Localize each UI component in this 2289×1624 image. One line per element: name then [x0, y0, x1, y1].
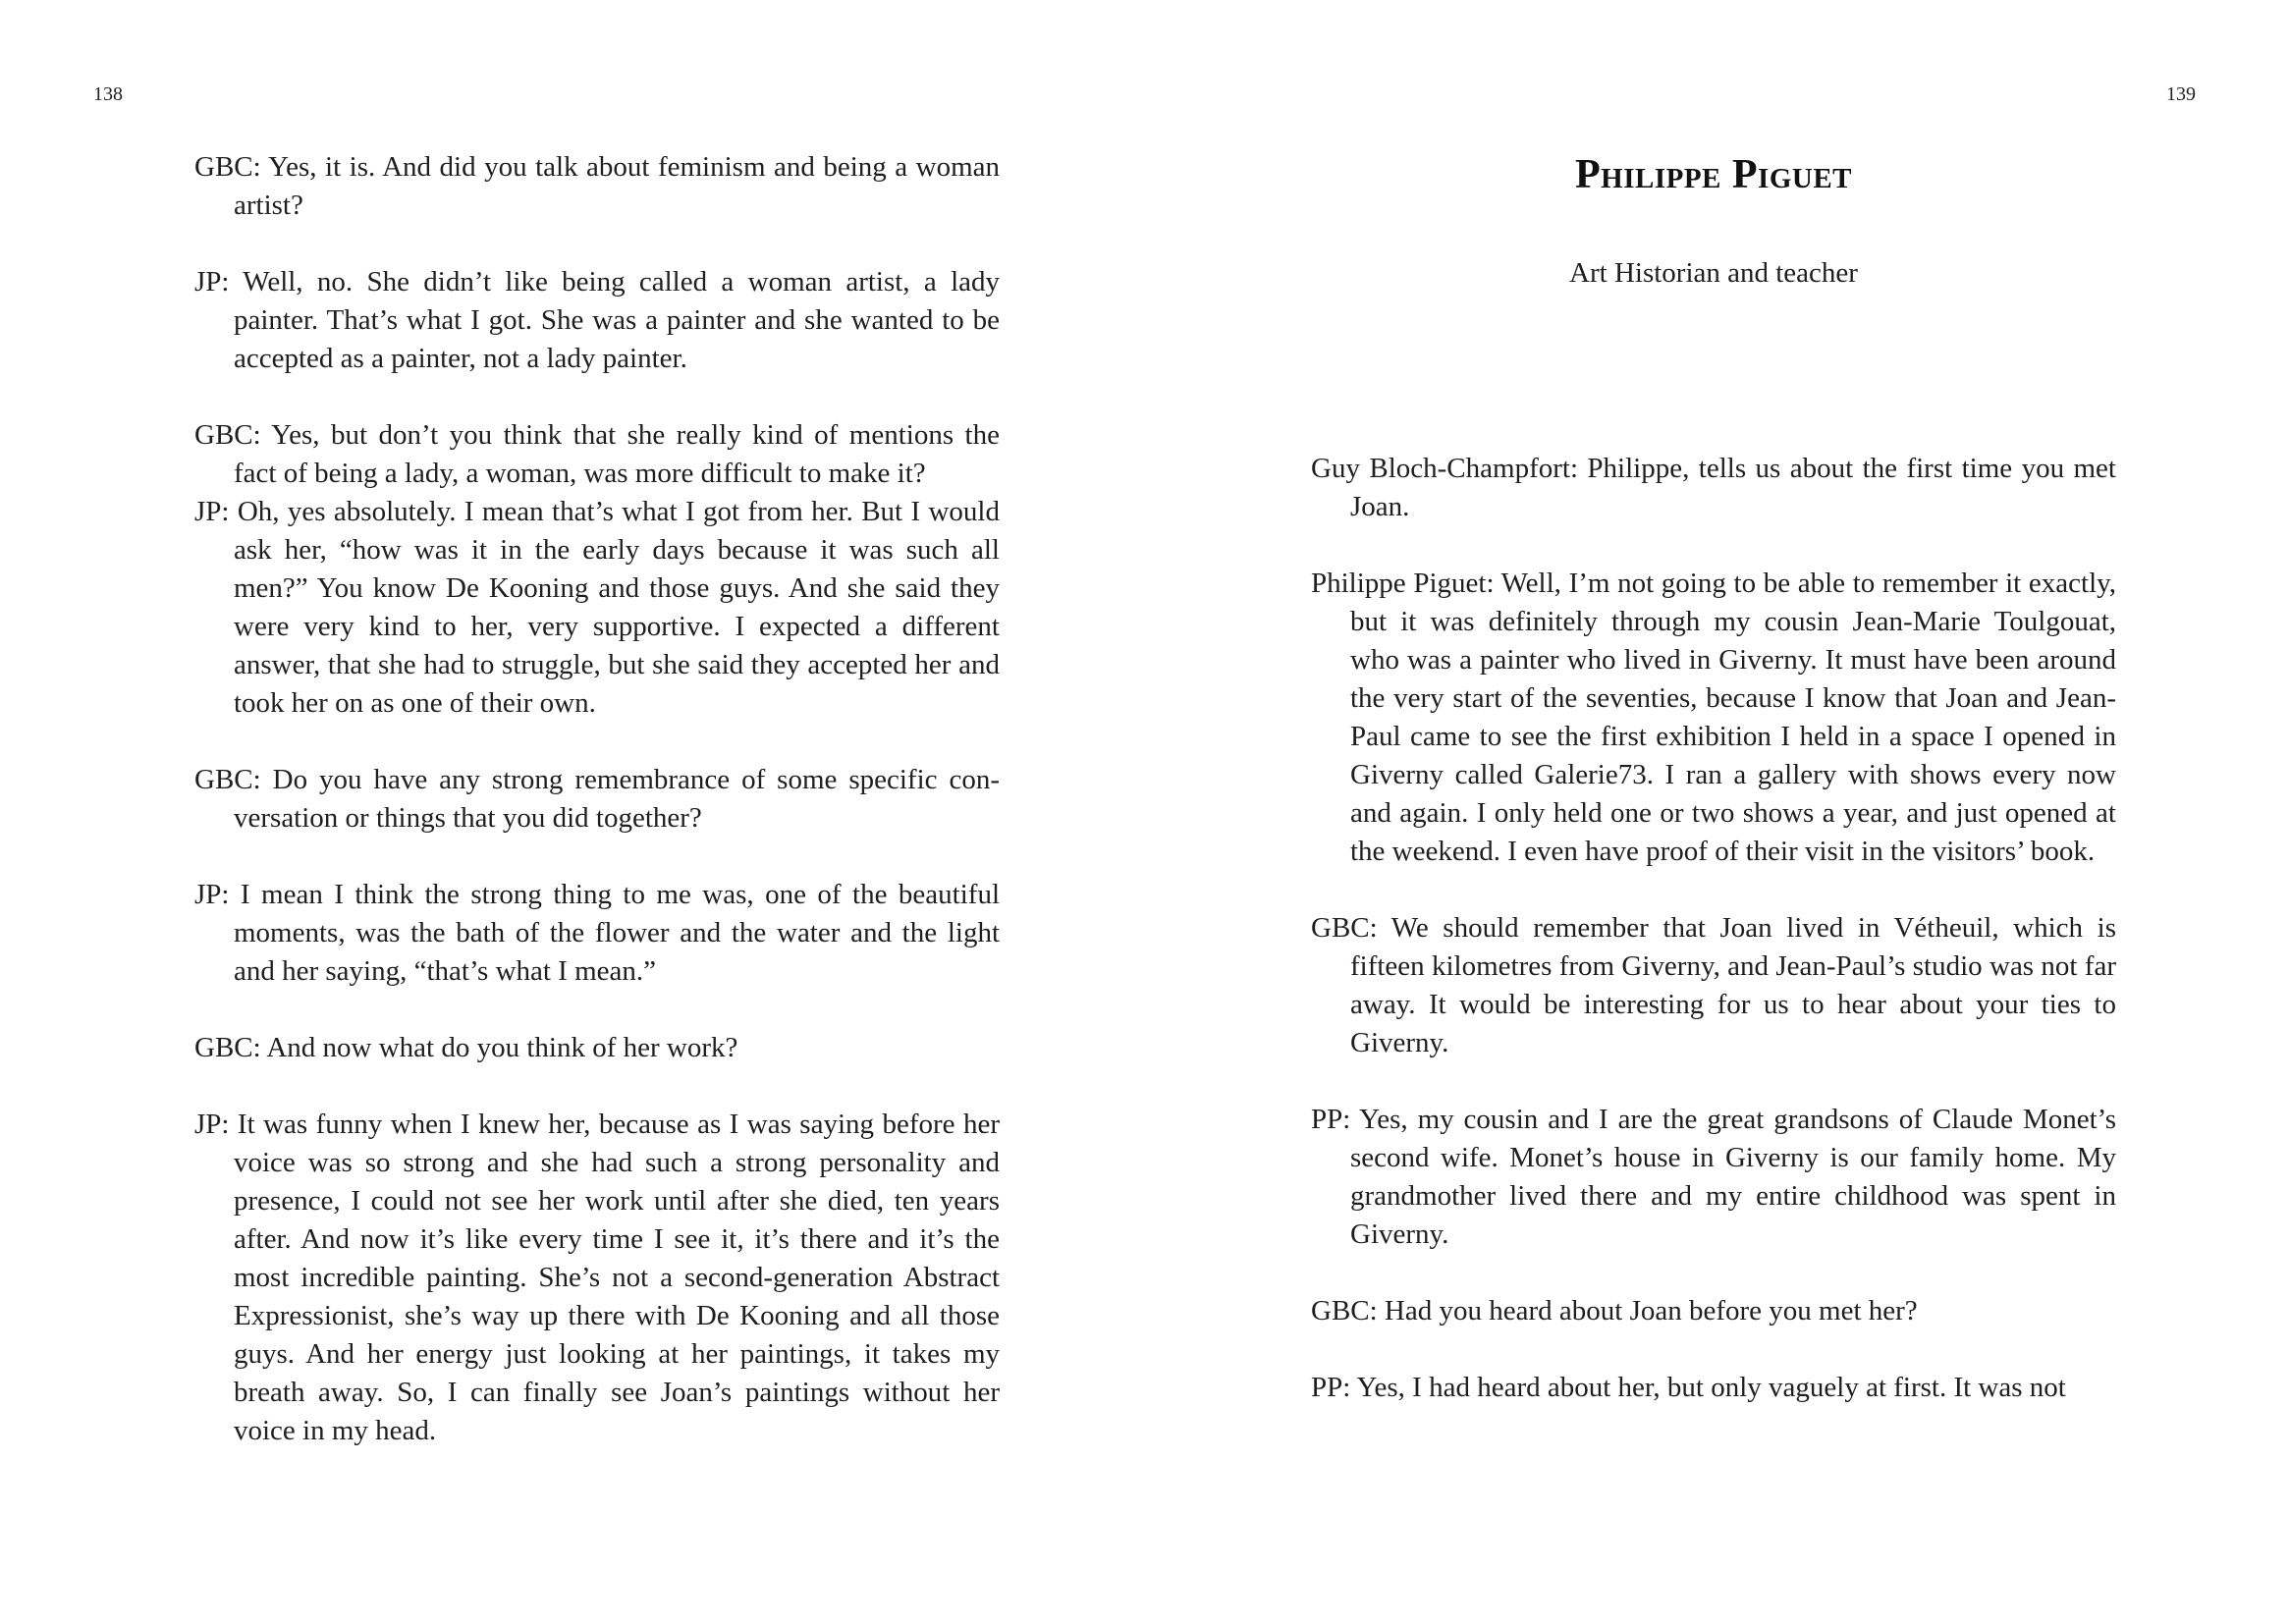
interview-paragraph: GBC: Do you have any strong remembrance of some specific conversation or things that you did together?	[194, 764, 1000, 834]
interview-paragraph: PP: Yes, my cousin and I are the great grandsons of Claude Monet’s second wife. Monet’s house in Giverny is our family home. My grandmother lived there and my entire childhood was spent in Giverny.	[1311, 1104, 2116, 1250]
interview-paragraph: GBC: And now what do you think of her work?	[194, 1032, 738, 1063]
chapter-subtitle: Art Historian and teacher	[1569, 257, 1858, 289]
interview-paragraph: Guy Bloch-Champfort: Philippe, tells us about the first time you met Joan.	[1311, 453, 2116, 522]
right-page-body	[1311, 148, 2116, 1445]
interview-paragraph: Philippe Piguet: Well, I’m not going to be able to remember it exactly, but it was definitely through my cousin Jean-Marie Toulgouat, who was a painter who lived in Giverny. It must have been around the very start of the seventies, because I know that Joan and Jean-Paul came to see the first exhibition I held in a space I opened in Giverny called Galerie73. I ran a gallery with shows every now and again. I only held one or two shows a year, and just opened at the weekend. I even have proof of their visit in the visitors’ book.	[1311, 568, 2116, 867]
interview-section	[1311, 450, 2116, 1407]
interview-paragraph: JP: Well, no. She didn’t like being called a woman artist, a lady painter. That’s what I got. She was a painter and she wanted to be accepted as a painter, not a lady painter.	[194, 266, 1000, 374]
left-page-body	[194, 148, 1000, 1489]
interview-paragraph: GBC: Yes, it is. And did you talk about feminism and being a woman artist?	[194, 151, 1000, 221]
interview-paragraph: GBC: We should remember that Joan lived in Vétheuil, which is fifteen kilometres from Giverny, and Jean-Paul’s studio was not far away. It would be interesting for us to hear about your ties to Giverny.	[1311, 912, 2116, 1058]
chapter-title: Philippe Piguet	[1574, 152, 1853, 197]
page-number-left: 138	[93, 83, 123, 105]
interview-paragraph: GBC: Had you heard about Joan before you met her?	[1311, 1295, 1918, 1326]
interview-paragraph: JP: It was funny when I knew her, because as I was saying before her voice was so strong and she had such a strong personality and presence, I could not see her work until after she died, ten years after. And now it’s like every time I see it, it’s there and it’s the most incredible painting. She’s not a second-generation Abstract Expressionist, she’s way up there with De Kooning and all those guys. And her energy just looking at her paintings, it takes my breath away. So, I can finally see Joan’s paintings without her voice in my head.	[194, 1109, 1000, 1446]
interview-paragraph: JP: I mean I think the strong thing to me was, one of the beautiful moments, was the bath of the flower and the water and the light and her saying, “that’s what I mean.”	[194, 879, 1000, 987]
interview-paragraph: GBC: Yes, but don’t you think that she really kind of mentions the fact of being a lady, a woman, was more difficult to make it?	[194, 419, 1000, 489]
interview-paragraph: JP: Oh, yes absolutely. I mean that’s what I got from her. But I would ask her, “how was it in the early days because it was such all men?” You know De Kooning and those guys. And she said they were very kind to her, very supportive. I expected a different answer, that she had to struggle, but she said they accepted her and took her on as one of their own.	[194, 496, 1000, 719]
page-number-right: 139	[2166, 83, 2196, 105]
interview-paragraph: PP: Yes, I had heard about her, but only vaguely at first. It was not	[1311, 1372, 2066, 1403]
